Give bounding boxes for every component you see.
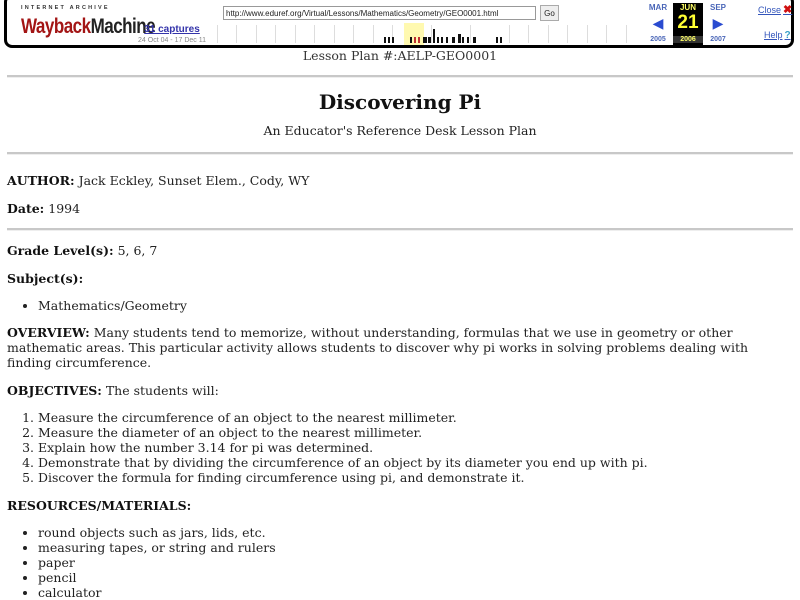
help-button[interactable] bbox=[764, 30, 791, 41]
close-icon[interactable]: ✖ bbox=[783, 4, 793, 16]
captures-link[interactable]: 31 captures bbox=[144, 24, 200, 35]
objectives-intro: The students will: bbox=[101, 383, 219, 398]
subjects-label: Subject(s): bbox=[7, 271, 84, 286]
date-value: 1994 bbox=[44, 201, 81, 216]
url-input[interactable] bbox=[223, 6, 536, 20]
divider bbox=[7, 75, 793, 78]
resources-field bbox=[7, 498, 793, 513]
objectives-label: OBJECTIVES: bbox=[7, 383, 102, 398]
list-item: 3. Explain how the number 3.14 for pi was determined. bbox=[38, 440, 793, 455]
logo-internet-archive-text: INTERNET ARCHIVE bbox=[21, 5, 110, 11]
overview-field bbox=[7, 325, 793, 370]
overview-text: Many students tend to memorize, without understanding, formulas that we use in geometry or other mathematic areas. This particular activity allows students to discover why pi works in solving problems dealing with finding circumference. bbox=[7, 325, 749, 370]
list-item: • measuring tapes, or string and rulers bbox=[38, 540, 793, 555]
prev-year[interactable]: 2005 bbox=[650, 36, 666, 43]
lesson-plan-number: Lesson Plan #:AELP-GEO0001 bbox=[302, 48, 498, 63]
wayback-logo[interactable] bbox=[21, 5, 156, 39]
wayback-toolbar bbox=[4, 0, 794, 48]
page-subtitle: An Educator's Reference Desk Lesson Plan bbox=[263, 123, 537, 138]
current-month: JUN bbox=[679, 3, 696, 12]
author-field bbox=[7, 173, 793, 188]
objectives-field bbox=[7, 383, 793, 398]
current-year: 2006 bbox=[673, 36, 703, 43]
list-item: • Mathematics/Geometry bbox=[38, 298, 793, 313]
next-year[interactable]: 2007 bbox=[710, 36, 726, 43]
list-item: 2. Measure the diameter of an object to the nearest millimeter. bbox=[38, 425, 793, 440]
resources-label: RESOURCES/MATERIALS: bbox=[7, 498, 192, 513]
prev-arrow-icon[interactable]: ◀ bbox=[652, 15, 664, 31]
help-label[interactable]: Help bbox=[764, 30, 783, 40]
author-value: Jack Eckley, Sunset Elem., Cody, WY bbox=[74, 173, 310, 188]
date-label: Date: bbox=[7, 201, 45, 216]
list-item: 1. Measure the circumference of an object to the nearest millimeter. bbox=[38, 410, 793, 425]
current-capture bbox=[673, 3, 703, 45]
author-label: AUTHOR: bbox=[7, 173, 75, 188]
divider bbox=[7, 228, 793, 231]
divider bbox=[7, 152, 793, 155]
next-capture[interactable] bbox=[703, 3, 733, 43]
help-icon[interactable]: ? bbox=[784, 30, 791, 41]
subjects-field bbox=[7, 271, 793, 286]
list-item: • calculator bbox=[38, 585, 793, 600]
resources-list bbox=[7, 525, 793, 600]
current-day: 21 bbox=[677, 12, 699, 33]
next-month[interactable]: SEP bbox=[709, 3, 726, 12]
close-label[interactable]: Close bbox=[758, 5, 782, 15]
close-button[interactable] bbox=[758, 3, 792, 16]
grade-value: 5, 6, 7 bbox=[113, 243, 158, 258]
captures-date-range: 24 Oct 04 - 17 Dec 11 bbox=[138, 37, 206, 44]
list-item: • paper bbox=[38, 555, 793, 570]
calendar-navigator bbox=[643, 3, 743, 45]
list-item: • pencil bbox=[38, 570, 793, 585]
page-title: Discovering Pi bbox=[318, 90, 482, 114]
list-item: • round objects such as jars, lids, etc. bbox=[38, 525, 793, 540]
grade-label: Grade Level(s): bbox=[7, 243, 114, 258]
overview-label: OVERVIEW: bbox=[7, 325, 90, 340]
list-item: 5. Discover the formula for finding circumference using pi, and demonstrate it. bbox=[38, 470, 793, 485]
lesson-document bbox=[7, 48, 793, 600]
grade-field bbox=[7, 243, 793, 258]
logo-wayback-machine-text: WaybackMachine bbox=[21, 14, 156, 38]
objectives-list bbox=[7, 410, 793, 485]
captures-info bbox=[129, 24, 215, 44]
go-button[interactable]: Go bbox=[540, 5, 559, 21]
date-field bbox=[7, 201, 793, 216]
subjects-list bbox=[7, 298, 793, 313]
prev-capture[interactable] bbox=[643, 3, 673, 43]
captures-timeline[interactable] bbox=[217, 21, 642, 45]
list-item: 4. Demonstrate that by dividing the circumference of an object by its diameter you end up with pi. bbox=[38, 455, 793, 470]
next-arrow-icon[interactable]: ▶ bbox=[712, 15, 724, 31]
prev-month[interactable]: MAR bbox=[648, 3, 668, 12]
